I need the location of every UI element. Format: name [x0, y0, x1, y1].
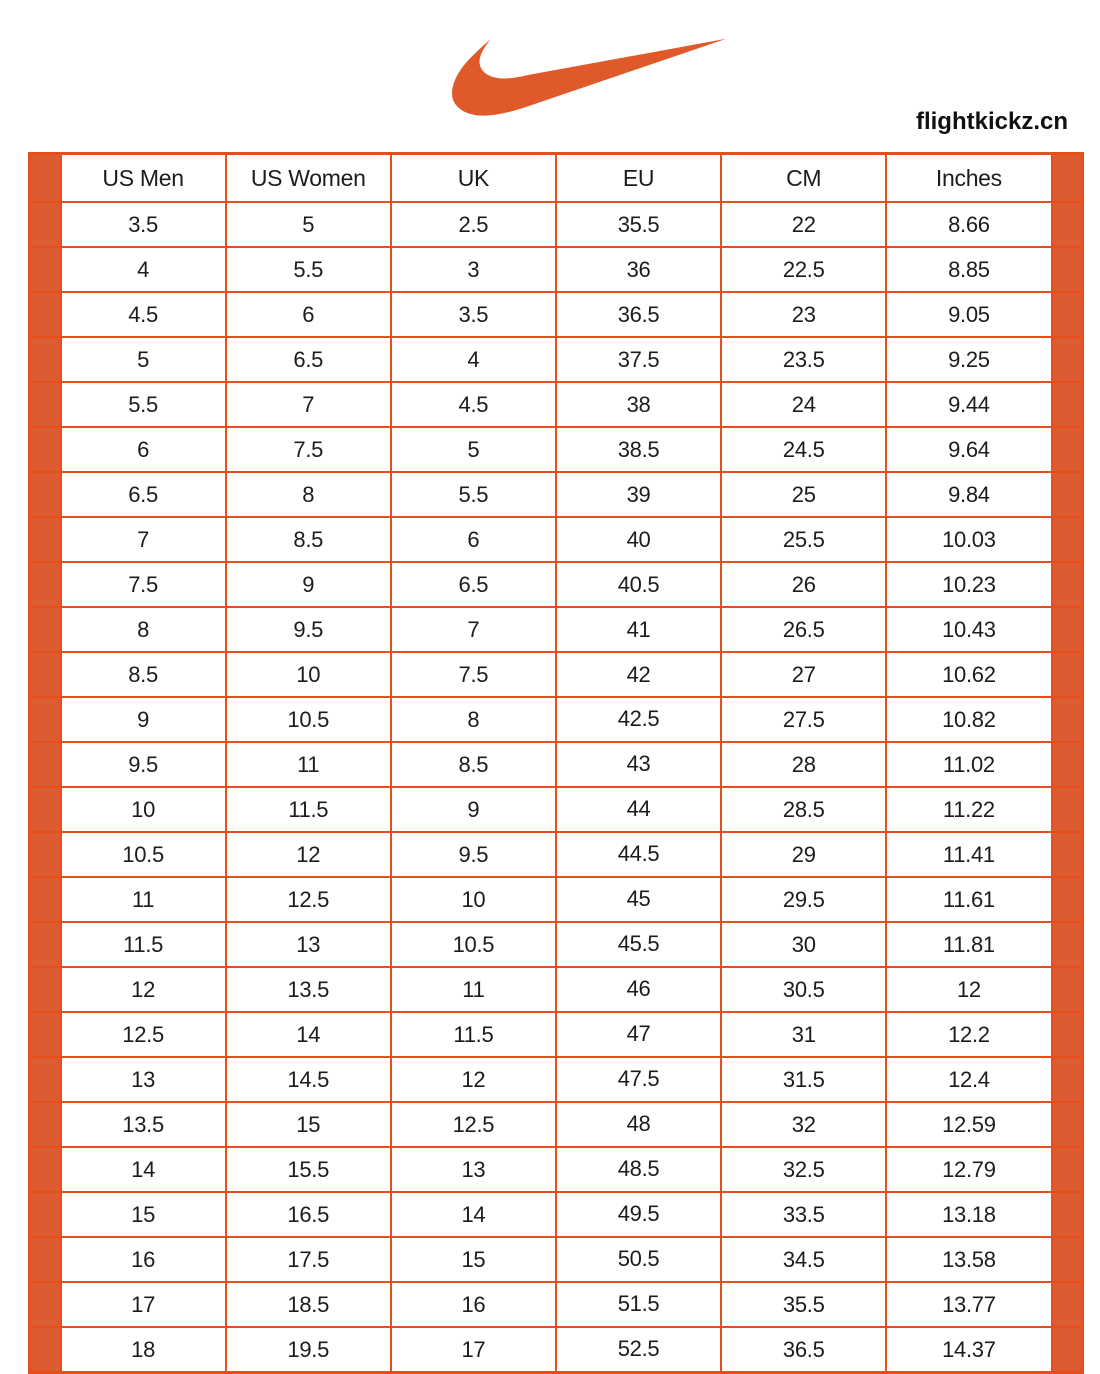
column-header: Inches	[886, 154, 1051, 203]
column-header: CM	[721, 154, 886, 203]
table-cell: 10	[61, 787, 226, 832]
table-cell: 35.5	[556, 202, 721, 247]
table-cell: 10.5	[226, 697, 391, 742]
table-cell: 9	[226, 562, 391, 607]
table-row	[30, 1057, 1083, 1102]
table-cell: 8.5	[226, 517, 391, 562]
table-cell: 6	[391, 517, 556, 562]
accent-bar-cell	[30, 1282, 61, 1327]
table-cell: 38	[556, 382, 721, 427]
accent-bar-cell	[30, 517, 61, 562]
table-cell: 10.43	[886, 607, 1051, 652]
accent-bar-cell	[30, 922, 61, 967]
table-cell: 10.5	[391, 922, 556, 967]
table-cell: 10	[226, 652, 391, 697]
table-cell: 11.81	[886, 922, 1051, 967]
table-cell: 11.22	[886, 787, 1051, 832]
accent-bar-cell	[1052, 154, 1083, 203]
accent-bar-cell	[1052, 1237, 1083, 1282]
table-cell: 13.77	[886, 1282, 1051, 1327]
accent-bar-cell	[30, 1192, 61, 1237]
accent-bar-cell	[1052, 1192, 1083, 1237]
table-cell: 47	[556, 1012, 721, 1057]
table-cell: 6	[226, 292, 391, 337]
table-cell: 9.25	[886, 337, 1051, 382]
table-cell: 36.5	[721, 1327, 886, 1373]
column-header: US Men	[61, 154, 226, 203]
accent-bar-cell	[30, 1237, 61, 1282]
table-cell: 33.5	[721, 1192, 886, 1237]
table-cell: 11.5	[226, 787, 391, 832]
table-cell: 4.5	[61, 292, 226, 337]
table-cell: 44.5	[556, 832, 721, 877]
table-cell: 12.5	[226, 877, 391, 922]
table-cell: 35.5	[721, 1282, 886, 1327]
table-cell: 9	[391, 787, 556, 832]
accent-bar-cell	[30, 382, 61, 427]
column-header: US Women	[226, 154, 391, 203]
table-cell: 10.5	[61, 832, 226, 877]
table-row	[30, 832, 1083, 877]
table-row	[30, 697, 1083, 742]
accent-bar-cell	[30, 697, 61, 742]
accent-bar-cell	[30, 607, 61, 652]
table-cell: 8.5	[391, 742, 556, 787]
accent-bar-cell	[1052, 787, 1083, 832]
table-cell: 40	[556, 517, 721, 562]
table-cell: 8	[61, 607, 226, 652]
table-row	[30, 787, 1083, 832]
table-cell: 46	[556, 967, 721, 1012]
table-cell: 15.5	[226, 1147, 391, 1192]
table-row	[30, 652, 1083, 697]
accent-bar-cell	[1052, 292, 1083, 337]
table-cell: 13	[61, 1057, 226, 1102]
table-cell: 13	[226, 922, 391, 967]
table-row	[30, 1237, 1083, 1282]
accent-bar-cell	[1052, 967, 1083, 1012]
accent-bar-cell	[1052, 1102, 1083, 1147]
table-cell: 16.5	[226, 1192, 391, 1237]
table-row	[30, 1282, 1083, 1327]
accent-bar-cell	[30, 832, 61, 877]
table-cell: 10	[391, 877, 556, 922]
table-cell: 8.85	[886, 247, 1051, 292]
accent-bar-cell	[1052, 697, 1083, 742]
table-row	[30, 607, 1083, 652]
table-cell: 11.02	[886, 742, 1051, 787]
table-cell: 6	[61, 427, 226, 472]
table-row	[30, 1102, 1083, 1147]
table-cell: 9.05	[886, 292, 1051, 337]
table-cell: 13.18	[886, 1192, 1051, 1237]
size-chart-table	[28, 152, 1084, 1374]
table-cell: 45.5	[556, 922, 721, 967]
table-cell: 4.5	[391, 382, 556, 427]
accent-bar-cell	[30, 472, 61, 517]
table-cell: 9.5	[391, 832, 556, 877]
accent-bar-cell	[30, 1057, 61, 1102]
table-cell: 12	[886, 967, 1051, 1012]
table-row	[30, 1327, 1083, 1373]
table-row	[30, 517, 1083, 562]
table-cell: 47.5	[556, 1057, 721, 1102]
accent-bar-cell	[30, 337, 61, 382]
table-cell: 13.5	[61, 1102, 226, 1147]
watermark-text: flightkickz.cn	[915, 108, 1068, 135]
accent-bar-cell	[30, 292, 61, 337]
table-cell: 6.5	[226, 337, 391, 382]
table-cell: 18.5	[226, 1282, 391, 1327]
table-cell: 10.03	[886, 517, 1051, 562]
table-cell: 11.41	[886, 832, 1051, 877]
table-cell: 19.5	[226, 1327, 391, 1373]
table-cell: 5.5	[226, 247, 391, 292]
table-cell: 41	[556, 607, 721, 652]
table-cell: 3.5	[391, 292, 556, 337]
table-cell: 13	[391, 1147, 556, 1192]
table-cell: 39	[556, 472, 721, 517]
accent-bar-cell	[30, 1147, 61, 1192]
table-cell: 12	[61, 967, 226, 1012]
table-cell: 7.5	[61, 562, 226, 607]
table-cell: 10.82	[886, 697, 1051, 742]
table-cell: 4	[61, 247, 226, 292]
accent-bar-cell	[1052, 1147, 1083, 1192]
table-cell: 15	[226, 1102, 391, 1147]
accent-bar-cell	[1052, 562, 1083, 607]
table-cell: 11	[61, 877, 226, 922]
table-cell: 14	[226, 1012, 391, 1057]
table-cell: 30.5	[721, 967, 886, 1012]
accent-bar-cell	[1052, 1282, 1083, 1327]
table-cell: 7	[61, 517, 226, 562]
column-header: UK	[391, 154, 556, 203]
table-cell: 23.5	[721, 337, 886, 382]
table-cell: 29.5	[721, 877, 886, 922]
table-cell: 14	[391, 1192, 556, 1237]
accent-bar-cell	[1052, 247, 1083, 292]
table-cell: 8	[226, 472, 391, 517]
table-cell: 3	[391, 247, 556, 292]
table-cell: 15	[61, 1192, 226, 1237]
table-cell: 52.5	[556, 1327, 721, 1373]
accent-bar-cell	[1052, 1327, 1083, 1373]
table-cell: 25	[721, 472, 886, 517]
table-row	[30, 202, 1083, 247]
table-row	[30, 922, 1083, 967]
table-cell: 27	[721, 652, 886, 697]
table-cell: 42.5	[556, 697, 721, 742]
table-cell: 31.5	[721, 1057, 886, 1102]
table-cell: 17.5	[226, 1237, 391, 1282]
table-cell: 16	[61, 1237, 226, 1282]
table-cell: 24	[721, 382, 886, 427]
accent-bar-cell	[1052, 742, 1083, 787]
table-cell: 17	[391, 1327, 556, 1373]
accent-bar-cell	[30, 562, 61, 607]
table-cell: 36.5	[556, 292, 721, 337]
column-header: EU	[556, 154, 721, 203]
table-cell: 44	[556, 787, 721, 832]
table-cell: 26.5	[721, 607, 886, 652]
table-cell: 8.5	[61, 652, 226, 697]
table-cell: 36	[556, 247, 721, 292]
accent-bar-cell	[30, 877, 61, 922]
table-cell: 10.23	[886, 562, 1051, 607]
accent-bar-cell	[1052, 652, 1083, 697]
table-cell: 29	[721, 832, 886, 877]
table-cell: 7	[226, 382, 391, 427]
table-cell: 43	[556, 742, 721, 787]
accent-bar-cell	[1052, 922, 1083, 967]
table-cell: 7	[391, 607, 556, 652]
table-cell: 22.5	[721, 247, 886, 292]
table-row	[30, 1147, 1083, 1192]
table-row	[30, 967, 1083, 1012]
table-cell: 9.64	[886, 427, 1051, 472]
table-cell: 14.37	[886, 1327, 1051, 1373]
table-head	[30, 154, 1083, 203]
table-cell: 14	[61, 1147, 226, 1192]
table-cell: 9.5	[226, 607, 391, 652]
accent-bar-cell	[30, 1327, 61, 1373]
accent-bar-cell	[30, 787, 61, 832]
accent-bar-cell	[30, 427, 61, 472]
table-cell: 5	[61, 337, 226, 382]
table-cell: 51.5	[556, 1282, 721, 1327]
table-cell: 48	[556, 1102, 721, 1147]
table-cell: 12.5	[391, 1102, 556, 1147]
accent-bar-cell	[1052, 427, 1083, 472]
table-cell: 5	[226, 202, 391, 247]
table-row	[30, 292, 1083, 337]
table-cell: 12.2	[886, 1012, 1051, 1057]
accent-bar-cell	[1052, 517, 1083, 562]
accent-bar-cell	[1052, 1012, 1083, 1057]
table-cell: 8.66	[886, 202, 1051, 247]
table-cell: 5.5	[61, 382, 226, 427]
table-cell: 50.5	[556, 1237, 721, 1282]
table-cell: 2.5	[391, 202, 556, 247]
table-cell: 6.5	[61, 472, 226, 517]
table-cell: 8	[391, 697, 556, 742]
accent-bar-cell	[1052, 1057, 1083, 1102]
accent-bar-cell	[1052, 337, 1083, 382]
table-cell: 38.5	[556, 427, 721, 472]
accent-bar-cell	[30, 652, 61, 697]
accent-bar-cell	[30, 967, 61, 1012]
table-cell: 12	[226, 832, 391, 877]
nike-swoosh-logo	[452, 26, 728, 122]
table-cell: 24.5	[721, 427, 886, 472]
table-cell: 27.5	[721, 697, 886, 742]
accent-bar-cell	[30, 1102, 61, 1147]
table-cell: 32.5	[721, 1147, 886, 1192]
table-cell: 49.5	[556, 1192, 721, 1237]
table-cell: 40.5	[556, 562, 721, 607]
table-cell: 28.5	[721, 787, 886, 832]
accent-bar-cell	[1052, 472, 1083, 517]
table-row	[30, 427, 1083, 472]
table-cell: 37.5	[556, 337, 721, 382]
table-row	[30, 1192, 1083, 1237]
table-row	[30, 742, 1083, 787]
table-cell: 9.84	[886, 472, 1051, 517]
accent-bar-cell	[1052, 382, 1083, 427]
table-cell: 32	[721, 1102, 886, 1147]
table-cell: 48.5	[556, 1147, 721, 1192]
table-cell: 3.5	[61, 202, 226, 247]
table-cell: 18	[61, 1327, 226, 1373]
table-cell: 5.5	[391, 472, 556, 517]
table-cell: 11.5	[61, 922, 226, 967]
table-cell: 34.5	[721, 1237, 886, 1282]
table-cell: 16	[391, 1282, 556, 1327]
table-row	[30, 382, 1083, 427]
table-cell: 11.61	[886, 877, 1051, 922]
accent-bar-cell	[1052, 877, 1083, 922]
table-cell: 17	[61, 1282, 226, 1327]
table-cell: 5	[391, 427, 556, 472]
accent-bar-cell	[1052, 832, 1083, 877]
table-cell: 12.79	[886, 1147, 1051, 1192]
table-cell: 25.5	[721, 517, 886, 562]
table-cell: 15	[391, 1237, 556, 1282]
table-row	[30, 1012, 1083, 1057]
table-cell: 42	[556, 652, 721, 697]
table-cell: 9.44	[886, 382, 1051, 427]
table-cell: 9	[61, 697, 226, 742]
table-cell: 45	[556, 877, 721, 922]
table-row	[30, 472, 1083, 517]
accent-bar-cell	[30, 202, 61, 247]
table-cell: 10.62	[886, 652, 1051, 697]
table-row	[30, 247, 1083, 292]
accent-bar-cell	[30, 742, 61, 787]
table-cell: 11	[226, 742, 391, 787]
table-cell: 11.5	[391, 1012, 556, 1057]
accent-bar-cell	[1052, 202, 1083, 247]
table-cell: 31	[721, 1012, 886, 1057]
table-cell: 12.59	[886, 1102, 1051, 1147]
accent-bar-cell	[30, 154, 61, 203]
table-cell: 11	[391, 967, 556, 1012]
table-cell: 26	[721, 562, 886, 607]
table-cell: 12.4	[886, 1057, 1051, 1102]
table-header-row	[30, 154, 1083, 203]
table-cell: 12	[391, 1057, 556, 1102]
accent-bar-cell	[30, 1012, 61, 1057]
table-cell: 14.5	[226, 1057, 391, 1102]
table-cell: 13.5	[226, 967, 391, 1012]
table-cell: 23	[721, 292, 886, 337]
table-cell: 22	[721, 202, 886, 247]
table-body	[30, 202, 1083, 1373]
table-row	[30, 337, 1083, 382]
table-cell: 6.5	[391, 562, 556, 607]
table-cell: 13.58	[886, 1237, 1051, 1282]
table-cell: 28	[721, 742, 886, 787]
table-cell: 12.5	[61, 1012, 226, 1057]
table-cell: 4	[391, 337, 556, 382]
table-cell: 7.5	[391, 652, 556, 697]
table-cell: 30	[721, 922, 886, 967]
accent-bar-cell	[1052, 607, 1083, 652]
table-row	[30, 877, 1083, 922]
accent-bar-cell	[30, 247, 61, 292]
table-row	[30, 562, 1083, 607]
table-cell: 9.5	[61, 742, 226, 787]
table-cell: 7.5	[226, 427, 391, 472]
